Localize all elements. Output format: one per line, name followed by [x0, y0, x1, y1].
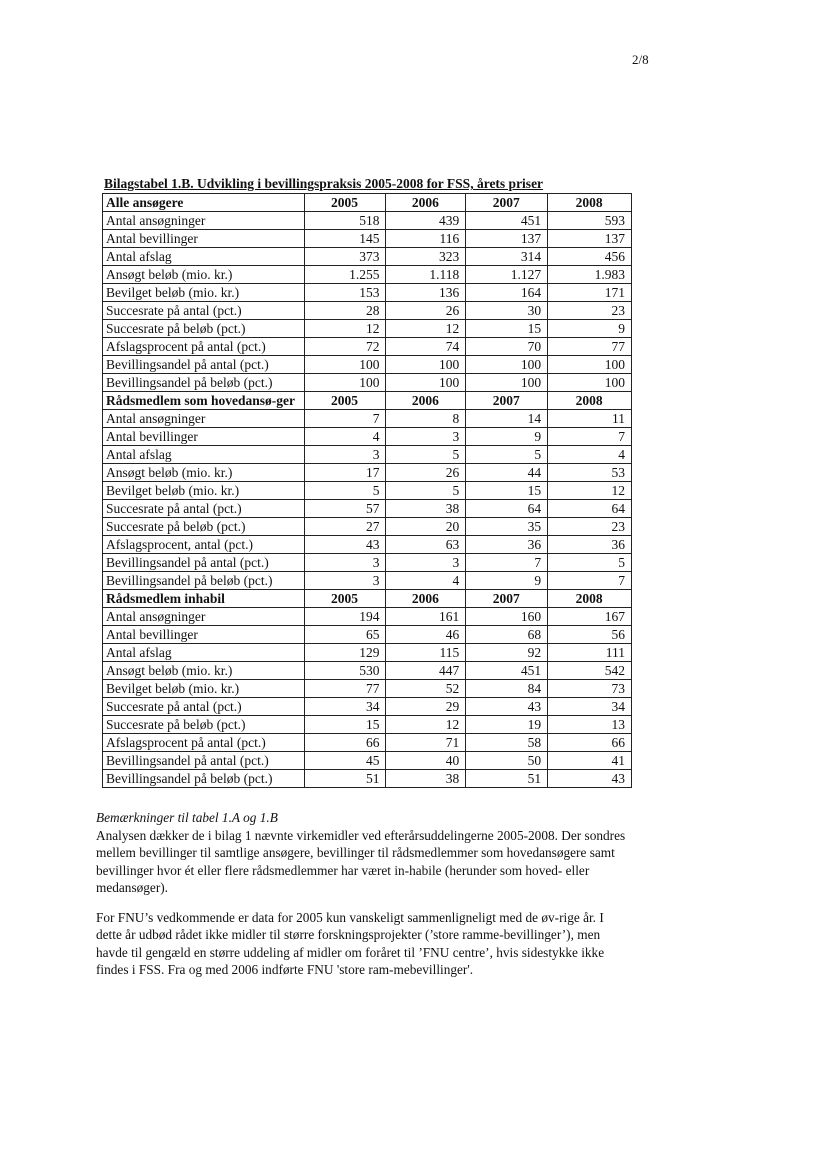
cell-value: 52: [386, 680, 466, 698]
cell-value: 1.118: [386, 266, 466, 284]
cell-value: 100: [548, 374, 632, 392]
table-row: [103, 536, 632, 554]
table-row: [103, 428, 632, 446]
cell-value: 46: [386, 626, 466, 644]
cell-value: 137: [548, 230, 632, 248]
cell-value: 164: [466, 284, 548, 302]
year-header: 2006: [386, 194, 466, 212]
row-label: Bevillingsandel på beløb (pct.): [103, 374, 305, 392]
cell-value: 1.127: [466, 266, 548, 284]
cell-value: 38: [386, 500, 466, 518]
cell-value: 456: [548, 248, 632, 266]
row-label: Succesrate på antal (pct.): [103, 500, 305, 518]
cell-value: 36: [548, 536, 632, 554]
cell-value: 593: [548, 212, 632, 230]
row-label: Succesrate på antal (pct.): [103, 302, 305, 320]
cell-value: 56: [548, 626, 632, 644]
page-number: 2/8: [632, 52, 649, 67]
cell-value: 137: [466, 230, 548, 248]
year-header: 2007: [466, 590, 548, 608]
year-header: 2007: [466, 392, 548, 410]
cell-value: 30: [466, 302, 548, 320]
cell-value: 1.983: [548, 266, 632, 284]
cell-value: 1.255: [304, 266, 386, 284]
row-label: Antal ansøgninger: [103, 608, 305, 626]
cell-value: 51: [304, 770, 386, 788]
cell-value: 9: [548, 320, 632, 338]
table-row: [103, 698, 632, 716]
table-row: [103, 356, 632, 374]
table-row: [103, 212, 632, 230]
cell-value: 43: [466, 698, 548, 716]
cell-value: 5: [548, 554, 632, 572]
table-row: [103, 572, 632, 590]
cell-value: 15: [466, 482, 548, 500]
cell-value: 23: [548, 518, 632, 536]
row-label: Antal afslag: [103, 446, 305, 464]
year-header: 2006: [386, 392, 466, 410]
cell-value: 11: [548, 410, 632, 428]
cell-value: 4: [386, 572, 466, 590]
cell-value: 26: [386, 302, 466, 320]
cell-value: 171: [548, 284, 632, 302]
row-label: Antal bevillinger: [103, 626, 305, 644]
cell-value: 14: [466, 410, 548, 428]
cell-value: 530: [304, 662, 386, 680]
cell-value: 451: [466, 212, 548, 230]
table-row: [103, 248, 632, 266]
cell-value: 45: [304, 752, 386, 770]
cell-value: 74: [386, 338, 466, 356]
section-heading: Rådsmedlem som hovedansø-ger: [103, 392, 305, 410]
cell-value: 7: [548, 428, 632, 446]
table-row: [103, 680, 632, 698]
cell-value: 17: [304, 464, 386, 482]
section-heading: Alle ansøgere: [103, 194, 305, 212]
row-label: Bevillingsandel på antal (pct.): [103, 554, 305, 572]
cell-value: 35: [466, 518, 548, 536]
cell-value: 7: [548, 572, 632, 590]
year-header: 2005: [304, 194, 386, 212]
table-row: [103, 626, 632, 644]
cell-value: 542: [548, 662, 632, 680]
cell-value: 4: [304, 428, 386, 446]
row-label: Bevilget beløb (mio. kr.): [103, 482, 305, 500]
cell-value: 100: [304, 356, 386, 374]
year-header: 2008: [548, 194, 632, 212]
cell-value: 28: [304, 302, 386, 320]
table-caption: Bilagstabel 1.B. Udvikling i bevillingspraksis 2005-2008 for FSS, årets priser: [104, 176, 544, 191]
section-heading: Rådsmedlem inhabil: [103, 590, 305, 608]
table-row: [103, 230, 632, 248]
cell-value: 5: [466, 446, 548, 464]
section-header-row: [103, 194, 632, 212]
table-row: [103, 410, 632, 428]
row-label: Antal afslag: [103, 248, 305, 266]
cell-value: 66: [304, 734, 386, 752]
table-row: [103, 752, 632, 770]
cell-value: 12: [548, 482, 632, 500]
cell-value: 72: [304, 338, 386, 356]
cell-value: 43: [304, 536, 386, 554]
cell-value: 77: [548, 338, 632, 356]
cell-value: 73: [548, 680, 632, 698]
cell-value: 323: [386, 248, 466, 266]
row-label: Afslagsprocent på antal (pct.): [103, 338, 305, 356]
table-row: [103, 644, 632, 662]
grant-table: [102, 193, 632, 788]
cell-value: 3: [386, 554, 466, 572]
table-row: [103, 716, 632, 734]
table-row: [103, 320, 632, 338]
table-row: [103, 608, 632, 626]
row-label: Antal afslag: [103, 644, 305, 662]
year-header: 2008: [548, 392, 632, 410]
cell-value: 71: [386, 734, 466, 752]
cell-value: 38: [386, 770, 466, 788]
section-header-row: [103, 590, 632, 608]
cell-value: 100: [548, 356, 632, 374]
cell-value: 439: [386, 212, 466, 230]
table-row: [103, 554, 632, 572]
table-row: [103, 770, 632, 788]
cell-value: 92: [466, 644, 548, 662]
cell-value: 12: [304, 320, 386, 338]
cell-value: 19: [466, 716, 548, 734]
cell-value: 64: [548, 500, 632, 518]
cell-value: 9: [466, 572, 548, 590]
cell-value: 447: [386, 662, 466, 680]
cell-value: 373: [304, 248, 386, 266]
cell-value: 58: [466, 734, 548, 752]
notes-paragraph-2: For FNU’s vedkommende er data for 2005 kun vanskeligt sammenligneligt med de øv-rige år. I dette år udbød rådet ikke midler til større forskningsprojekter (’store ramme-bevillinger’), men havde til gengæld en større uddeling af midler om foråret til ’FNU centre’, hvis sidestykke ikke findes i FSS. Fra og med 2006 indførte FNU 'store ram-mebevillinger'.: [96, 909, 605, 977]
cell-value: 116: [386, 230, 466, 248]
table-row: [103, 374, 632, 392]
notes-title: Bemærkninger til tabel 1.A og 1.B: [96, 810, 278, 825]
cell-value: 145: [304, 230, 386, 248]
cell-value: 7: [304, 410, 386, 428]
cell-value: 136: [386, 284, 466, 302]
cell-value: 29: [386, 698, 466, 716]
table-row: [103, 734, 632, 752]
cell-value: 111: [548, 644, 632, 662]
cell-value: 5: [304, 482, 386, 500]
row-label: Bevilget beløb (mio. kr.): [103, 680, 305, 698]
section-header-row: [103, 392, 632, 410]
cell-value: 194: [304, 608, 386, 626]
row-label: Succesrate på beløb (pct.): [103, 716, 305, 734]
cell-value: 12: [386, 320, 466, 338]
year-header: 2006: [386, 590, 466, 608]
table-row: [103, 464, 632, 482]
cell-value: 129: [304, 644, 386, 662]
row-label: Succesrate på beløb (pct.): [103, 320, 305, 338]
cell-value: 3: [386, 428, 466, 446]
row-label: Succesrate på beløb (pct.): [103, 518, 305, 536]
table-row: [103, 662, 632, 680]
cell-value: 34: [548, 698, 632, 716]
row-label: Ansøgt beløb (mio. kr.): [103, 464, 305, 482]
cell-value: 44: [466, 464, 548, 482]
cell-value: 518: [304, 212, 386, 230]
cell-value: 34: [304, 698, 386, 716]
cell-value: 63: [386, 536, 466, 554]
row-label: Afslagsprocent på antal (pct.): [103, 734, 305, 752]
row-label: Afslagsprocent, antal (pct.): [103, 536, 305, 554]
cell-value: 167: [548, 608, 632, 626]
cell-value: 9: [466, 428, 548, 446]
cell-value: 8: [386, 410, 466, 428]
cell-value: 70: [466, 338, 548, 356]
row-label: Antal ansøgninger: [103, 212, 305, 230]
row-label: Ansøgt beløb (mio. kr.): [103, 266, 305, 284]
cell-value: 153: [304, 284, 386, 302]
cell-value: 84: [466, 680, 548, 698]
cell-value: 3: [304, 554, 386, 572]
row-label: Antal bevillinger: [103, 230, 305, 248]
notes-section: [96, 809, 630, 991]
cell-value: 77: [304, 680, 386, 698]
cell-value: 100: [466, 356, 548, 374]
cell-value: 26: [386, 464, 466, 482]
cell-value: 68: [466, 626, 548, 644]
table-row: [103, 338, 632, 356]
cell-value: 12: [386, 716, 466, 734]
row-label: Bevillingsandel på antal (pct.): [103, 356, 305, 374]
cell-value: 7: [466, 554, 548, 572]
cell-value: 43: [548, 770, 632, 788]
cell-value: 160: [466, 608, 548, 626]
table-row: [103, 302, 632, 320]
cell-value: 15: [466, 320, 548, 338]
row-label: Antal bevillinger: [103, 428, 305, 446]
row-label: Bevilget beløb (mio. kr.): [103, 284, 305, 302]
cell-value: 100: [386, 374, 466, 392]
cell-value: 41: [548, 752, 632, 770]
cell-value: 27: [304, 518, 386, 536]
cell-value: 3: [304, 572, 386, 590]
cell-value: 115: [386, 644, 466, 662]
table-row: [103, 500, 632, 518]
cell-value: 23: [548, 302, 632, 320]
cell-value: 64: [466, 500, 548, 518]
row-label: Succesrate på antal (pct.): [103, 698, 305, 716]
cell-value: 36: [466, 536, 548, 554]
row-label: Bevillingsandel på beløb (pct.): [103, 770, 305, 788]
year-header: 2005: [304, 392, 386, 410]
cell-value: 100: [304, 374, 386, 392]
cell-value: 57: [304, 500, 386, 518]
cell-value: 66: [548, 734, 632, 752]
row-label: Antal ansøgninger: [103, 410, 305, 428]
table-row: [103, 266, 632, 284]
year-header: 2008: [548, 590, 632, 608]
row-label: Bevillingsandel på beløb (pct.): [103, 572, 305, 590]
cell-value: 314: [466, 248, 548, 266]
cell-value: 53: [548, 464, 632, 482]
cell-value: 5: [386, 482, 466, 500]
cell-value: 13: [548, 716, 632, 734]
cell-value: 65: [304, 626, 386, 644]
notes-paragraph-1: Analysen dækker de i bilag 1 nævnte virkemidler ved efterårsuddelingerne 2005-2008. Der sondres mellem bevillinger til samtlige ansøgere, bevillinger til rådsmedlemmer som hovedansøgere samt bevillinger hvor ét eller flere rådsmedlemmer har været in-habile (herunder som hoved- eller medansøger).: [96, 827, 626, 895]
cell-value: 40: [386, 752, 466, 770]
year-header: 2007: [466, 194, 548, 212]
table-row: [103, 446, 632, 464]
cell-value: 100: [386, 356, 466, 374]
cell-value: 161: [386, 608, 466, 626]
cell-value: 5: [386, 446, 466, 464]
table-row: [103, 518, 632, 536]
cell-value: 15: [304, 716, 386, 734]
cell-value: 4: [548, 446, 632, 464]
cell-value: 3: [304, 446, 386, 464]
table-row: [103, 284, 632, 302]
cell-value: 100: [466, 374, 548, 392]
table-row: [103, 482, 632, 500]
cell-value: 51: [466, 770, 548, 788]
row-label: Ansøgt beløb (mio. kr.): [103, 662, 305, 680]
cell-value: 451: [466, 662, 548, 680]
cell-value: 50: [466, 752, 548, 770]
cell-value: 20: [386, 518, 466, 536]
row-label: Bevillingsandel på antal (pct.): [103, 752, 305, 770]
year-header: 2005: [304, 590, 386, 608]
